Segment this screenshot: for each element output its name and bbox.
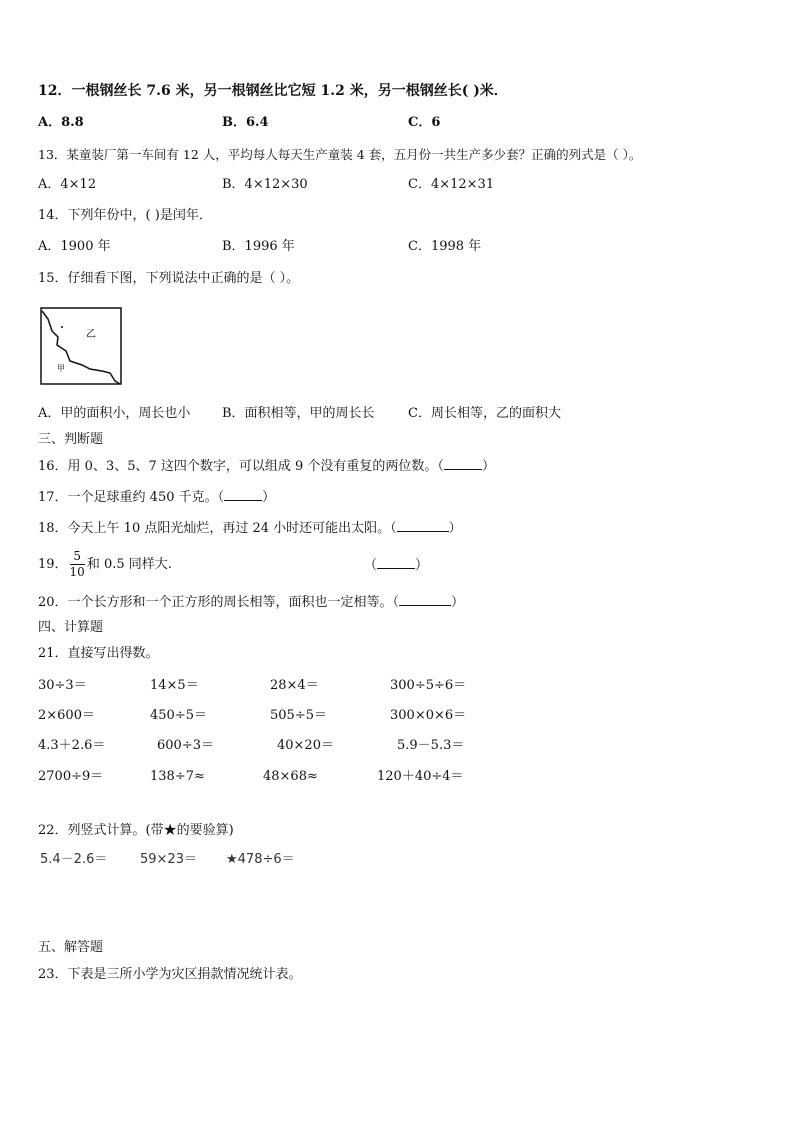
q14-option-c: C．1998 年 <box>408 239 482 254</box>
q19-fraction <box>70 549 85 580</box>
q22-text: 22．列竖式计算。(带★的要验算) <box>38 823 234 838</box>
figure-label-jia: 甲 <box>57 364 65 373</box>
q16-close: ） <box>481 459 495 474</box>
q23-text: 23．下表是三所小学为灾区捐款情况统计表。 <box>38 967 302 982</box>
section-3-title: 三、判断题 <box>38 432 104 447</box>
q18-text: 18．今天上午 10 点阳光灿烂，再过 24 小时还可能出太阳。（ <box>38 521 397 536</box>
q21-item: 300÷5÷6＝ <box>390 678 467 693</box>
q19-close: ） <box>415 558 429 573</box>
q16-text: 16．用 0、3、5、7 这四个数字，可以组成 9 个没有重复的两位数。（ <box>38 459 444 474</box>
q13-option-a: A．4×12 <box>38 177 97 192</box>
q12-option-a: A．8.8 <box>38 115 84 130</box>
q12-text: 12．一根钢丝长 7.6 米，另一根钢丝比它短 1.2 米，另一根钢丝长( )米． <box>38 83 508 99</box>
q19-answer <box>364 556 428 575</box>
q21-item: 4.3＋2.6＝ <box>38 738 106 753</box>
q21-item: 2×600＝ <box>38 708 95 723</box>
q21-text: 21．直接写出得数。 <box>38 646 159 661</box>
q13-text: 13．某童装厂第一车间有 12 人，平均每人每天生产童装 4 套，五月份一共生产多少套？正确的列式是（ ）。 <box>38 147 642 162</box>
q15-option-b: B．面积相等，甲的周长长 <box>222 406 375 421</box>
q17-close: ） <box>262 490 276 505</box>
q21-item: 48×68≈ <box>263 769 318 784</box>
q19 <box>38 549 172 580</box>
q21-item: 600÷3＝ <box>157 738 214 753</box>
section-4-title: 四、计算题 <box>38 620 104 635</box>
figure-dot <box>61 326 63 328</box>
q16-answer-blank[interactable] <box>444 457 482 470</box>
q20-text: 20．一个长方形和一个正方形的周长相等，面积也一定相等。（ <box>38 595 400 610</box>
q15-text: 15．仔细看下图，下列说法中正确的是（ ）。 <box>38 271 300 286</box>
figure-divider-line <box>42 311 120 384</box>
q14-option-b: B．1996 年 <box>222 239 295 254</box>
section-5-title: 五、解答题 <box>38 940 104 955</box>
q15-option-a: A．甲的面积小，周长也小 <box>38 406 191 421</box>
q15-figure <box>40 307 122 389</box>
q21-item: 138÷7≈ <box>150 769 205 784</box>
q21-item: 2700÷9＝ <box>38 769 104 784</box>
q19-answer-blank[interactable] <box>377 556 415 569</box>
q19-open: （ <box>364 558 378 573</box>
q17-answer-blank[interactable] <box>224 488 262 501</box>
q21-item: 120＋40÷4＝ <box>377 769 464 784</box>
q21-item: 14×5＝ <box>150 678 199 693</box>
q21-item: 505÷5＝ <box>270 708 327 723</box>
q21-item: 40×20＝ <box>277 738 334 753</box>
q15-option-c: C．周长相等，乙的面积大 <box>408 406 561 421</box>
q22-item: 59×23＝ <box>140 852 197 867</box>
q22-item: 5.4－2.6＝ <box>40 852 108 867</box>
q21-item: 30÷3＝ <box>38 678 87 693</box>
q18-close: ） <box>448 521 462 536</box>
q21-item: 300×0×6＝ <box>390 708 467 723</box>
q13-option-c: C．4×12×31 <box>408 177 495 192</box>
q21-item: 450÷5＝ <box>150 708 207 723</box>
q13-option-b: B．4×12×30 <box>222 177 308 192</box>
q21-item: 5.9－5.3＝ <box>397 738 465 753</box>
q12-option-c: C．6 <box>408 115 441 130</box>
figure-label-yi: 乙 <box>86 329 96 340</box>
q18 <box>38 519 462 538</box>
q22-item: ★478÷6＝ <box>226 852 295 867</box>
q14-option-a: A．1900 年 <box>38 239 111 254</box>
q19-fraction-denominator: 10 <box>69 565 85 579</box>
q20 <box>38 593 464 612</box>
q14-text: 14．下列年份中，( )是闰年． <box>38 208 212 223</box>
q17 <box>38 488 275 507</box>
q20-close: ） <box>451 595 465 610</box>
q18-answer-blank[interactable] <box>397 519 449 532</box>
q19-number: 19． <box>38 557 68 572</box>
q21-item: 28×4＝ <box>270 678 319 693</box>
q19-text: 和 0.5 同样大. <box>86 557 172 572</box>
q19-fraction-numerator: 5 <box>70 549 85 565</box>
q16 <box>38 457 495 476</box>
q12-option-b: B．6.4 <box>222 115 269 130</box>
q17-text: 17．一个足球重约 450 千克。（ <box>38 490 225 505</box>
q20-answer-blank[interactable] <box>399 593 451 606</box>
